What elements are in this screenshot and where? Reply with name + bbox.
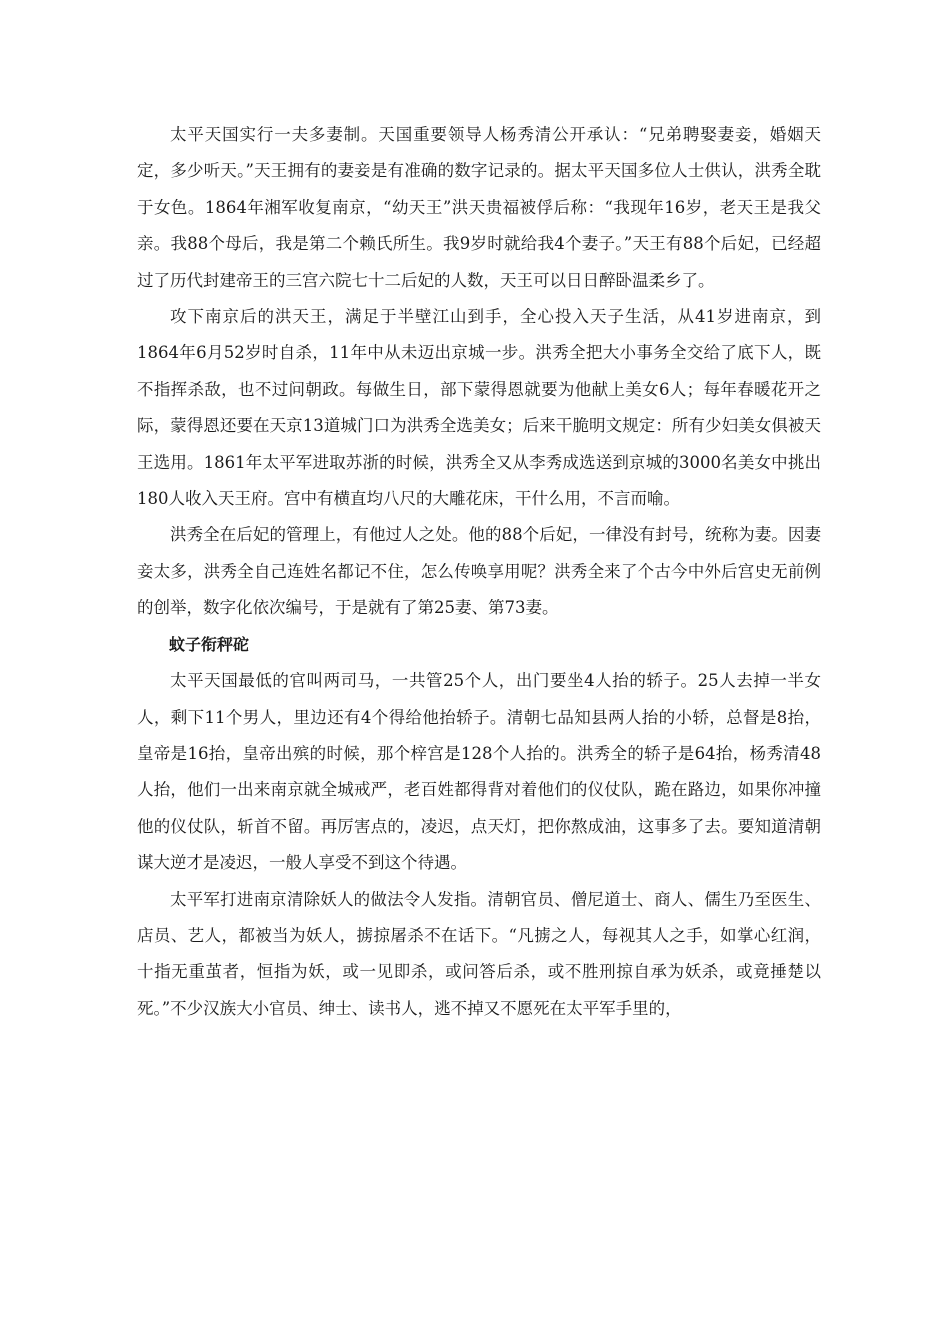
paragraph-polygamy: 太平天国实行一夫多妻制。天国重要领导人杨秀清公开承认：“兄弟聘娶妻妾，婚姻天定，多少听天。”天王拥有的妻妾是有准确的数字记录的。据太平天国多位人士供认，洪秀全耽于女色。1864年湘军收复南京，“幼天王”洪天贵福被俘后称：“我现年16岁，老天王是我父亲。我88个母后，我是第二个赖氏所生。我9岁时就给我4个妻子。”天王有88个后妃，已经超过了历代封建帝王的三宫六院七十二后妃的人数，天王可以日日醉卧温柔乡了。 [137, 125, 821, 290]
document-body [137, 117, 821, 1027]
paragraph-demon-purge: 太平军打进南京清除妖人的做法令人发指。清朝官员、僧尼道士、商人、儒生乃至医生、店员、艺人，都被当为妖人，掳掠屠杀不在话下。“凡掳之人，每视其人之手，如掌心红润，十指无重茧者，恒指为妖，或一见即杀，或问答后杀，或不胜刑掠自承为妖杀，或竟捶楚以死。”不少汉族大小官员、绅士、读书人，逃不掉又不愿死在太平军手里的， [137, 889, 821, 1018]
paragraph-nanjing-life: 攻下南京后的洪天王，满足于半壁江山到手，全心投入天子生活，从41岁进南京，到1864年6月52岁时自杀，11年中从未迈出京城一步。洪秀全把大小事务全交给了底下人，既不指挥杀敌，也不过问朝政。每做生日，部下蒙得恩就要为他献上美女6人；每年春暖花开之际，蒙得恩还要在天京13道城门口为洪秀全选美女；后来干脆明文规定：所有少妇美女俱被天王选用。1861年太平军进取苏浙的时候，洪秀全又从李秀成选送到京城的3000名美女中挑出180人收入天王府。宫中有横直均八尺的大雕花床，干什么用，不言而喻。 [137, 307, 821, 509]
paragraph-consort-numbering: 洪秀全在后妃的管理上，有他过人之处。他的88个后妃，一律没有封号，统称为妻。因妻妾太多，洪秀全自己连姓名都记不住，怎么传唤享用呢？洪秀全来了个古今中外后宫史无前例的创举，数字化依次编号，于是就有了第25妻、第73妻。 [137, 525, 821, 618]
paragraph-sedan-chairs: 太平天国最低的官叫两司马，一共管25个人，出门要坐4人抬的轿子。25人去掉一半女人，剩下11个男人，里边还有4个得给他抬轿子。清朝七品知县两人抬的小轿，总督是8抬，皇帝是16抬，皇帝出殡的时候，那个梓宫是128个人抬的。洪秀全的轿子是64抬，杨秀清48人抬，他们一出来南京就全城戒严，老百姓都得背对着他们的仪仗队，跪在路边，如果你冲撞他的仪仗队，斩首不留。再厉害点的，凌迟，点天灯，把你熬成油，这事多了去。要知道清朝谋大逆才是凌迟，一般人享受不到这个待遇。 [137, 671, 821, 873]
section-heading: 蚊子衔秤砣 [169, 634, 250, 654]
